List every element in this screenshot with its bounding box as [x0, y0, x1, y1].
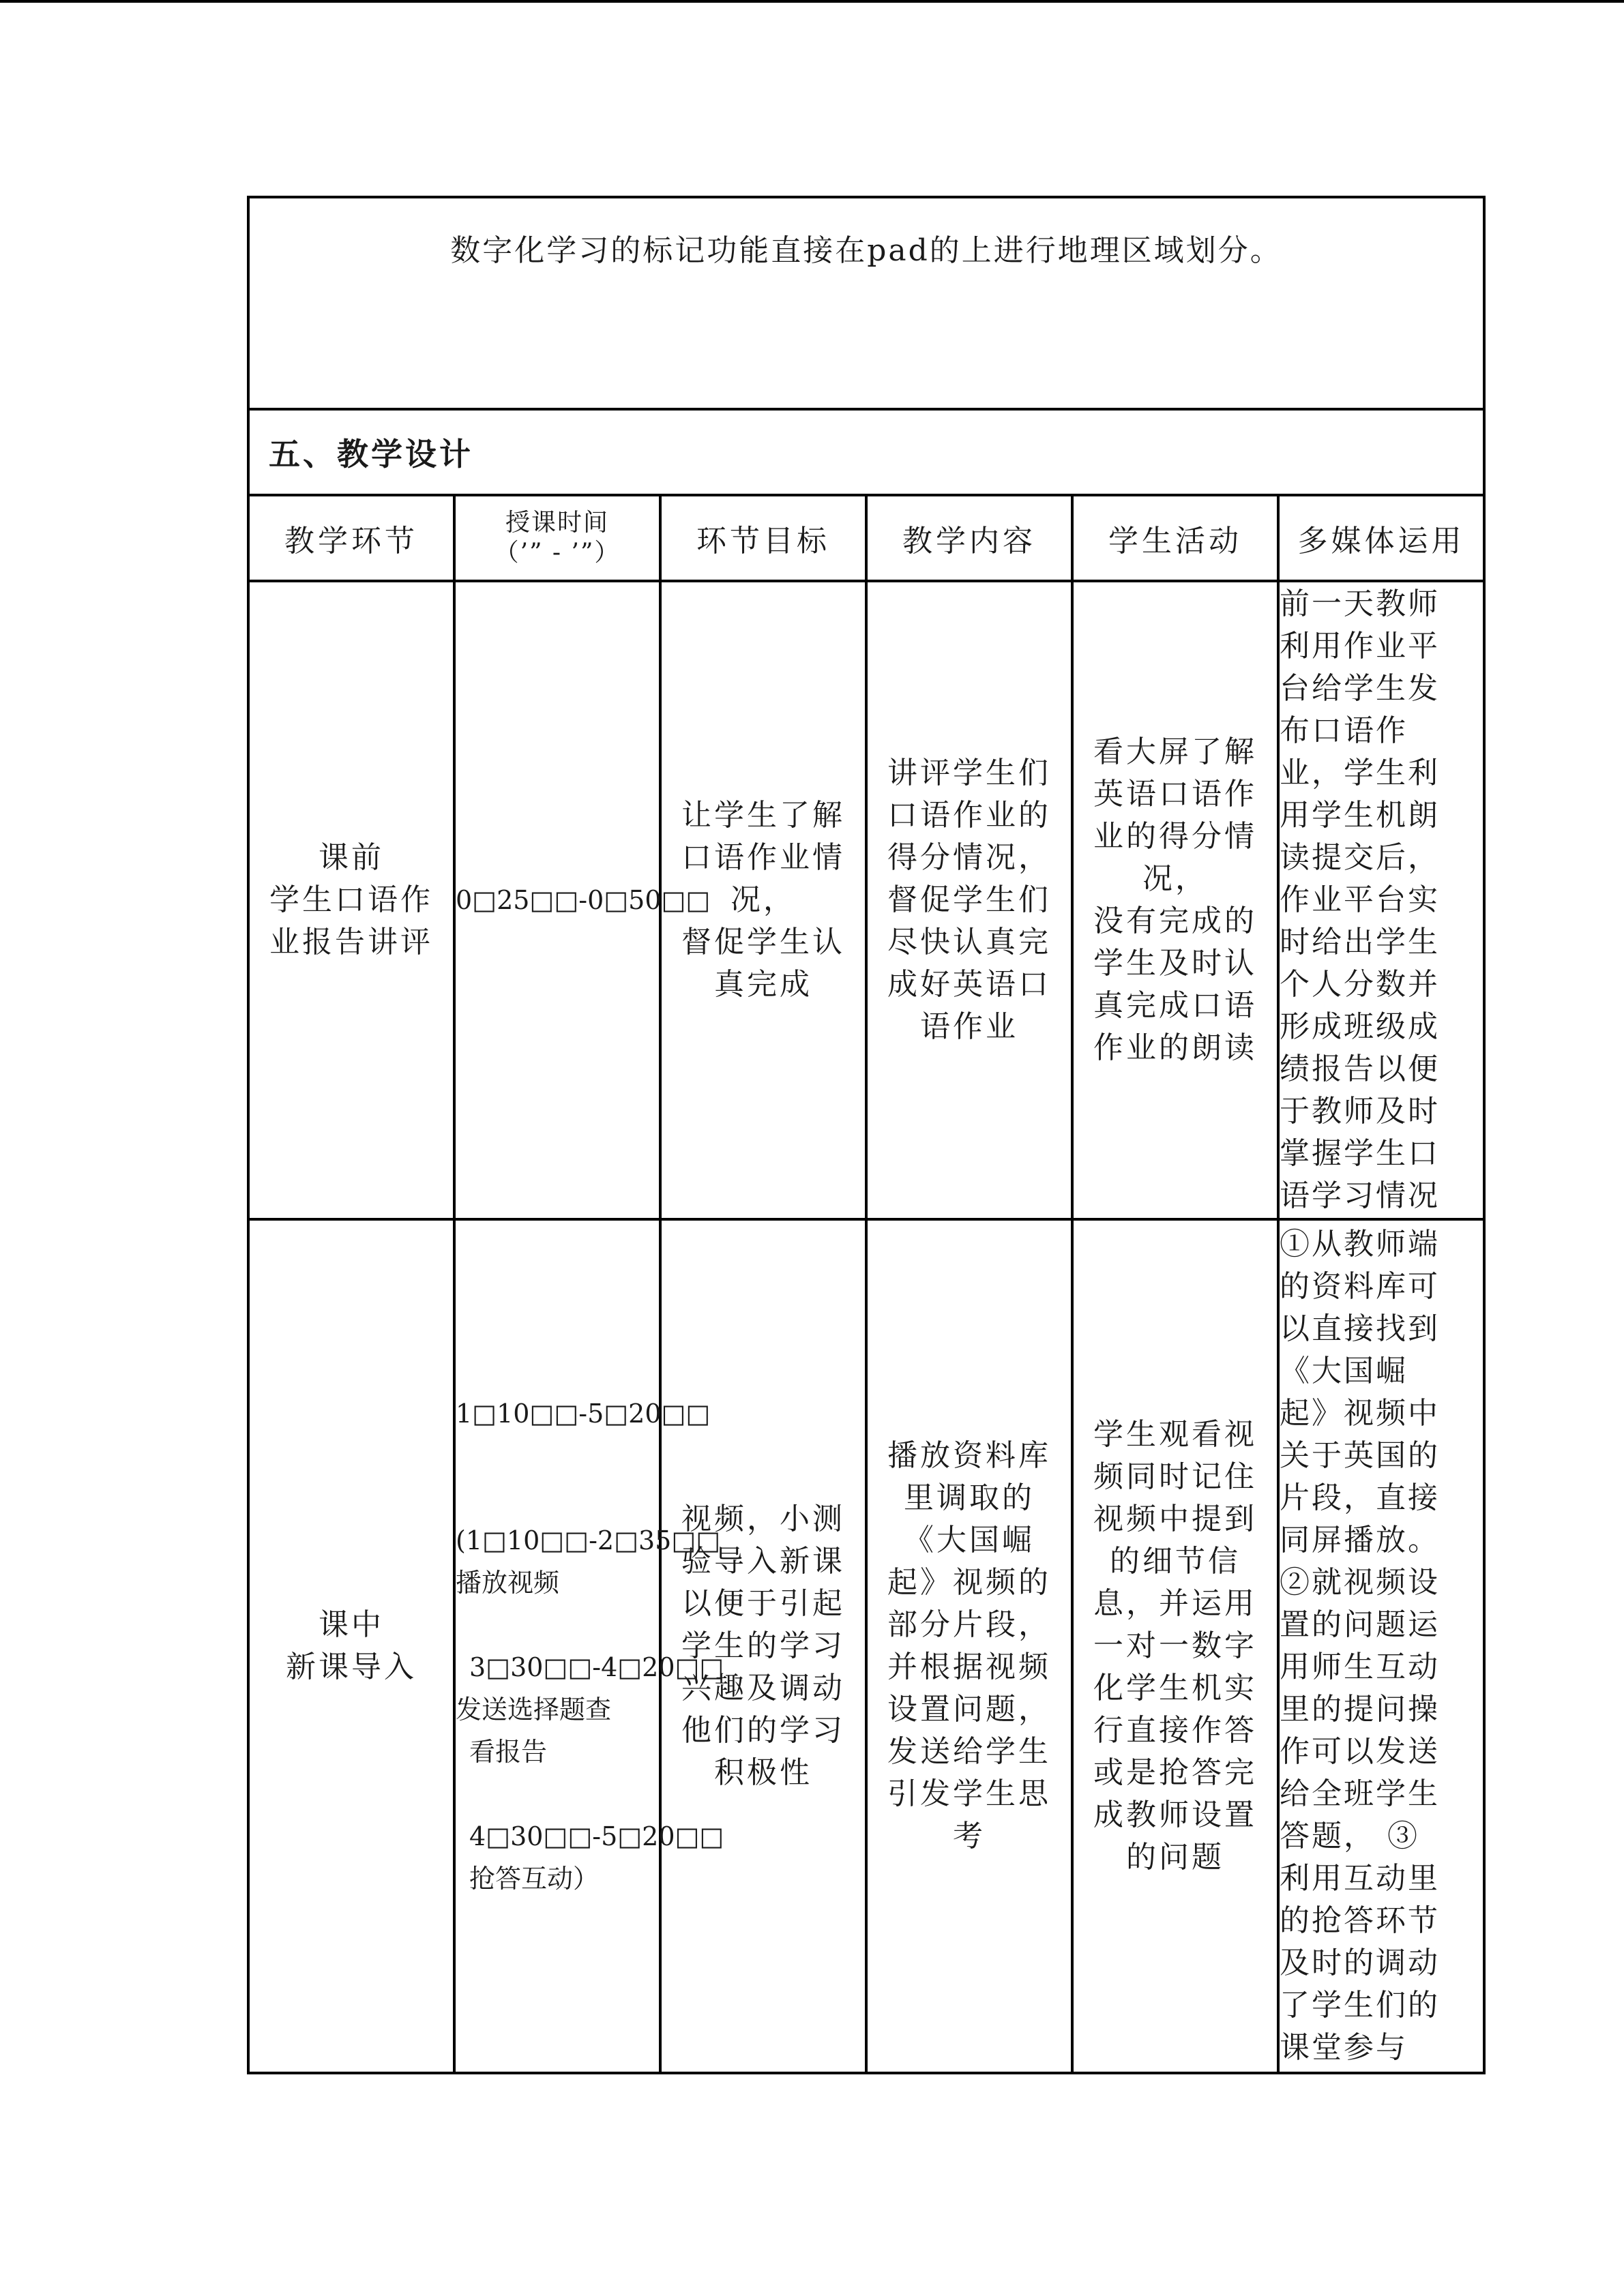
stage-line: 课前 — [319, 840, 384, 875]
media-line: 前一天教师 — [1280, 586, 1440, 621]
header-time — [454, 495, 660, 581]
media-line: 课堂参与 — [1280, 2030, 1408, 2065]
content-line: 督促学生们 — [887, 882, 1051, 917]
stage-cell — [248, 1219, 454, 2073]
activity-line: 频同时记住 — [1093, 1459, 1257, 1494]
activity-line: 一对一数字 — [1093, 1628, 1257, 1663]
media-line: 置的问题运 — [1280, 1607, 1440, 1642]
activity-line: 的细节信 — [1110, 1544, 1241, 1579]
spacer — [456, 1773, 659, 1815]
media-line: 给全班学生 — [1280, 1776, 1440, 1811]
time-line: 0□25□□-0□50□□ — [456, 885, 711, 915]
media-line: 于教师及时 — [1280, 1094, 1440, 1129]
activity-line: 真完成口语 — [1093, 988, 1257, 1023]
media-line: 关于英国的 — [1280, 1438, 1440, 1473]
header-content: 教学内容 — [866, 495, 1072, 581]
content-line: 部分片段， — [887, 1607, 1051, 1642]
media-line: 业，学生利 — [1280, 756, 1440, 790]
time-line: 抢答互动） — [469, 1864, 600, 1894]
header-goal: 环节目标 — [660, 495, 866, 581]
intro-cell — [248, 197, 1484, 409]
media-line: 掌握学生口 — [1280, 1136, 1440, 1171]
section-title: 五、教学设计 — [269, 436, 473, 473]
goal-line: 真完成 — [714, 967, 812, 1002]
header-activity: 学生活动 — [1072, 495, 1278, 581]
time-line: 播放视频 — [456, 1568, 560, 1598]
media-line: 布口语作 — [1280, 713, 1408, 748]
stage-line: 新课导入 — [286, 1650, 417, 1684]
activity-line: 的问题 — [1126, 1840, 1224, 1875]
content-line: 并根据视频 — [887, 1650, 1051, 1684]
media-line: 形成班级成 — [1280, 1009, 1440, 1044]
content-line: 发送给学生 — [887, 1734, 1051, 1769]
activity-line: 行直接作答 — [1093, 1713, 1257, 1748]
media-line: ①从教师端 — [1280, 1227, 1440, 1262]
activity-line: 视频中提到 — [1093, 1502, 1257, 1536]
media-line: 起》视频中 — [1280, 1396, 1440, 1431]
content-line: 《大国崛 — [904, 1523, 1035, 1557]
goal-line: 他们的学习 — [681, 1713, 845, 1748]
goal-cell — [660, 1219, 866, 2073]
media-line: 里的提问操 — [1280, 1692, 1440, 1727]
spacer — [456, 1604, 659, 1646]
time-line: 看报告 — [469, 1737, 548, 1767]
header-media: 多媒体运用 — [1278, 495, 1484, 581]
time-line: 发送选择题查 — [456, 1695, 612, 1725]
time-cell — [454, 581, 711, 1219]
table-row — [248, 1219, 1484, 2073]
goal-line: 口语作业情 — [681, 840, 845, 875]
goal-line: 以便于引起 — [681, 1586, 845, 1621]
time-cell — [454, 1219, 724, 2073]
media-line: 及时的调动 — [1280, 1945, 1440, 1980]
media-line: 台给学生发 — [1280, 671, 1440, 706]
spacer — [456, 1435, 659, 1477]
header-stage: 教学环节 — [248, 495, 454, 581]
media-line: 以直接找到 — [1280, 1311, 1440, 1346]
content-line: 里调取的 — [904, 1480, 1035, 1515]
goal-line: 积极性 — [714, 1755, 812, 1790]
spacer — [456, 1477, 659, 1519]
content-line: 讲评学生们 — [887, 756, 1051, 790]
activity-line: 息，并运用 — [1093, 1586, 1257, 1621]
content-line: 引发学生思 — [887, 1776, 1051, 1811]
content-line: 语作业 — [920, 1009, 1018, 1044]
content-line: 考 — [953, 1819, 986, 1853]
stage-line: 业报告讲评 — [269, 925, 433, 959]
media-cell — [1278, 1219, 1484, 2073]
page-top-rule — [0, 0, 1624, 3]
activity-line: 业的得分情 — [1093, 819, 1257, 854]
time-line: (1□10□□-2□35□□ — [456, 1525, 721, 1555]
activity-line: 作业的朗读 — [1093, 1030, 1257, 1065]
media-line: 语学习情况 — [1280, 1178, 1440, 1213]
activity-line: 看大屏了解 — [1093, 734, 1257, 769]
table-header-row — [248, 495, 1484, 581]
media-line: 个人分数并 — [1280, 967, 1440, 1002]
media-line: 读提交后， — [1280, 840, 1440, 875]
goal-line: 学生的学习 — [681, 1628, 845, 1663]
media-line: 绩报告以便 — [1280, 1052, 1440, 1086]
content-line: 成好英语口 — [887, 967, 1051, 1002]
media-line: 片段，直接 — [1280, 1480, 1440, 1515]
header-time-format: （’” - ’”） — [494, 539, 621, 567]
section-row — [248, 409, 1484, 495]
time-line: 4□30□□-5□20□□ — [469, 1821, 724, 1851]
stage-cell — [248, 581, 454, 1219]
activity-line: 况， — [1142, 861, 1208, 896]
activity-line: 或是抢答完 — [1093, 1755, 1257, 1790]
media-line: 利用互动里 — [1280, 1861, 1440, 1896]
content-cell — [866, 581, 1072, 1219]
media-line: 的资料库可 — [1280, 1269, 1440, 1304]
goal-line: 兴趣及调动 — [681, 1671, 845, 1705]
content-line: 设置问题， — [887, 1692, 1051, 1727]
media-line: ②就视频设 — [1280, 1565, 1440, 1600]
activity-line: 学生及时认 — [1093, 946, 1257, 981]
activity-cell — [1072, 581, 1278, 1219]
header-time-label: 授课时间 — [505, 509, 609, 537]
content-line: 播放资料库 — [887, 1438, 1051, 1473]
media-cell — [1278, 581, 1484, 1219]
media-line: 作业平台实 — [1280, 882, 1440, 917]
content-line: 得分情况， — [887, 840, 1051, 875]
activity-line: 英语口语作 — [1093, 777, 1257, 811]
media-line: 利用作业平 — [1280, 629, 1440, 664]
media-line: 答题， ③ — [1280, 1819, 1419, 1853]
stage-line: 课中 — [319, 1607, 384, 1642]
media-line: 用学生机朗 — [1280, 798, 1440, 833]
goal-line: 让学生了解 — [681, 798, 845, 833]
activity-line: 成教师设置 — [1093, 1798, 1257, 1832]
activity-line: 学生观看视 — [1093, 1417, 1257, 1452]
content-line: 尽快认真完 — [887, 925, 1051, 959]
time-line: 1□10□□-5□20□□ — [456, 1399, 711, 1429]
media-line: 同屏播放。 — [1280, 1523, 1440, 1557]
intro-text: 数字化学习的标记功能直接在pad的上进行地理区域划分。 — [450, 233, 1282, 268]
activity-line: 化学生机实 — [1093, 1671, 1257, 1705]
table-row — [248, 581, 1484, 1219]
content-cell — [866, 1219, 1072, 2073]
lesson-plan-table — [247, 196, 1486, 2074]
section-cell — [248, 409, 1484, 495]
media-line: 作可以发送 — [1280, 1734, 1440, 1769]
goal-line: 况， — [730, 882, 796, 917]
media-line: 用师生互动 — [1280, 1650, 1440, 1684]
media-line: 时给出学生 — [1280, 925, 1440, 959]
media-line: 《大国崛 — [1280, 1354, 1408, 1388]
activity-cell — [1072, 1219, 1278, 2073]
goal-line: 视频，小测 — [681, 1502, 845, 1536]
content-line: 起》视频的 — [887, 1565, 1051, 1600]
stage-line: 学生口语作 — [269, 882, 433, 917]
media-line: 了学生们的 — [1280, 1988, 1440, 2023]
time-line: 3□30□□-4□20□□ — [469, 1652, 724, 1682]
activity-line: 没有完成的 — [1093, 904, 1257, 938]
goal-line: 验导入新课 — [681, 1544, 845, 1579]
intro-row — [248, 197, 1484, 409]
content-line: 口语作业的 — [887, 798, 1051, 833]
goal-line: 督促学生认 — [681, 925, 845, 959]
media-line: 的抢答环节 — [1280, 1903, 1440, 1938]
